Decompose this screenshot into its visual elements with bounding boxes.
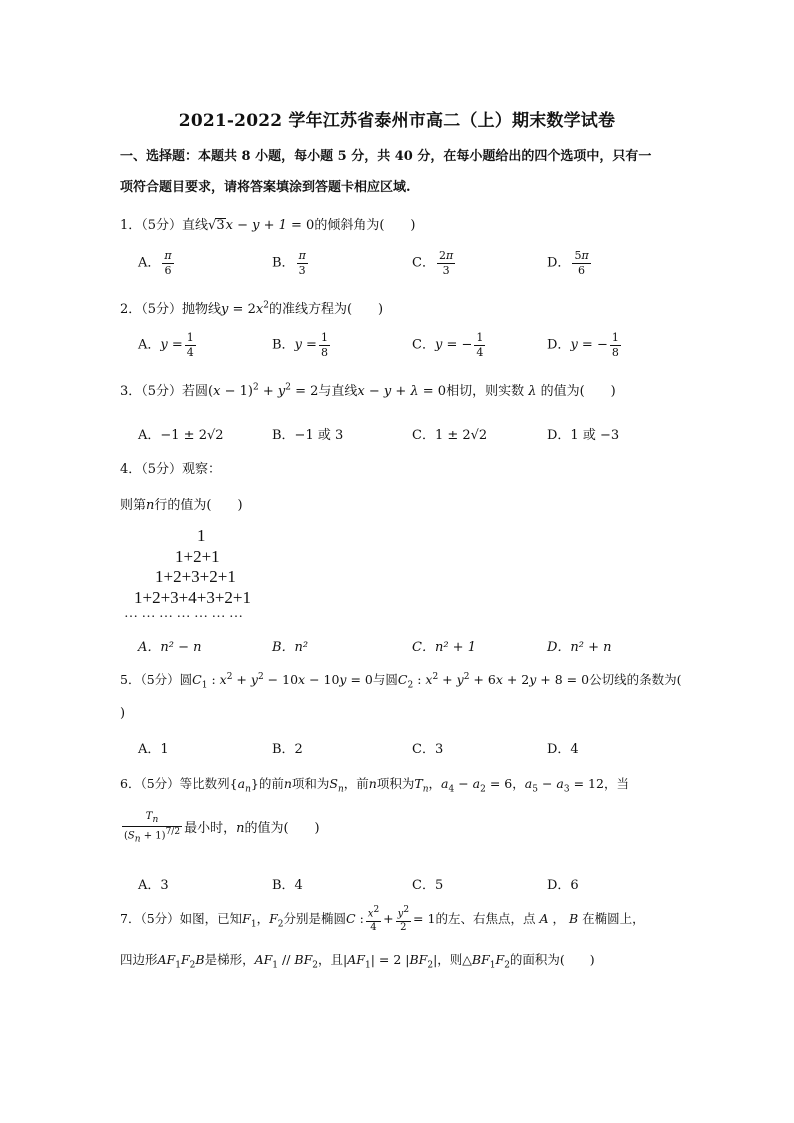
question-1: 1．（5分）直线√3x − y + 1 = 0的倾斜角为( ) (120, 218, 416, 233)
question-3: 3．（5分）若圆$(x - 1)^2 + y^2 = 2$与直线x − y + λ = 0相切，则实数 λ 的值为( ) (120, 382, 616, 399)
q6-option-c: C．5 (412, 878, 444, 893)
question-5-line2: ) (120, 706, 126, 721)
question-7: 7．（5分）如图，已知$F_1$，$F_2$分别是椭圆C : $\frac{x^2}{4}$ + $\frac{y^2}{2}$ = 1的左、右焦点，点 A ， B 在椭圆上， (120, 905, 645, 933)
question-6: 6．（5分）等比数列$\{a_n\}$的前n项和为$S_n$，前n项积为$T_n$，$a_4 - a_2 = 6$，$a_5 - a_3 = 12$，当 (120, 776, 629, 795)
q4-option-d: D．n² + n (547, 640, 612, 655)
q4-option-a: A．n² − n (138, 640, 202, 655)
q3-option-a: A．−1 ± 2√2 (138, 428, 224, 443)
triangle-row-2: 1+2+1 (175, 547, 220, 566)
question-7-line2: 四边形$AF_1F_2B$是梯形，$AF_1 // BF_2$，且$|AF_1| = 2$ $|BF_2|$，则$\triangle BF_1F_2$的面积为( ) (120, 952, 595, 971)
q5-option-d: D．4 (547, 742, 579, 757)
section-instructions-line1: 一、选择题：本题共 8 小题，每小题 5 分，共 40 分，在每小题给出的四个选项中，只有一 (120, 149, 652, 164)
triangle-row-3: 1+2+3+2+1 (155, 567, 236, 586)
q6-option-d: D．6 (547, 878, 579, 893)
q2-option-d: D．y = − $\frac{1}{8}$ (547, 331, 619, 359)
q1-suffix: 的倾斜角为( ) (314, 218, 416, 233)
q3-option-d: D．1 或 −3 (547, 428, 620, 443)
question-6-line2: $\frac{T_n}{(S_n + 1)^{7/2}}$ 最小时，n的值为( ) (124, 811, 320, 845)
section-instructions-line2: 项符合题目要求，请将答案填涂到答题卡相应区域. (120, 180, 411, 195)
q4-option-b: B．n² (272, 640, 309, 655)
q4-option-c: C．n² + 1 (412, 640, 476, 655)
q1-option-b: B． $\frac{\pi}{3}$ (272, 249, 306, 277)
question-4-line1: 4．（5分）观察： (120, 462, 222, 477)
q2-option-b: B．y = $\frac{1}{8}$ (272, 331, 328, 359)
question-5: 5．（5分）圆$C_1$ : $x^2 + y^2 - 10x - 10y = 0$与圆$C_2$ : $x^2 + y^2 + 6x + 2y + 8 = 0$公切线的条数为( (120, 671, 682, 691)
q3-option-c: C．1 ± 2√2 (412, 428, 488, 443)
q1-prefix: 1．（5分）直线 (120, 218, 209, 233)
q1-option-c: C． $\frac{2\pi}{3}$ (412, 249, 454, 277)
q2-option-c: C．y = − $\frac{1}{4}$ (412, 331, 484, 359)
page-title: 2021-2022 学年江苏省泰州市高二（上）期末数学试卷 (178, 111, 616, 131)
q1-option-a: A． $\frac{\pi}{6}$ (138, 249, 172, 277)
q3-option-b: B．−1 或 3 (272, 428, 344, 443)
triangle-row-1: 1 (197, 526, 206, 545)
q6-option-a: A．3 (138, 878, 169, 893)
q5-option-c: C．3 (412, 742, 444, 757)
q5-option-b: B．2 (272, 742, 303, 757)
question-2: 2．（5分）抛物线$y = 2x^2$的准线方程为( ) (120, 300, 384, 317)
q6-option-b: B．4 (272, 878, 303, 893)
triangle-row-4: 1+2+3+4+3+2+1 (134, 588, 252, 607)
q2-option-a: A．y = $\frac{1}{4}$ (138, 331, 194, 359)
triangle-row-5: … … … … … … … (124, 606, 243, 621)
q1-option-d: D． $\frac{5\pi}{6}$ (547, 249, 589, 277)
question-4-line2: 则第n行的值为( ) (120, 498, 243, 513)
q5-option-a: A．1 (138, 742, 169, 757)
